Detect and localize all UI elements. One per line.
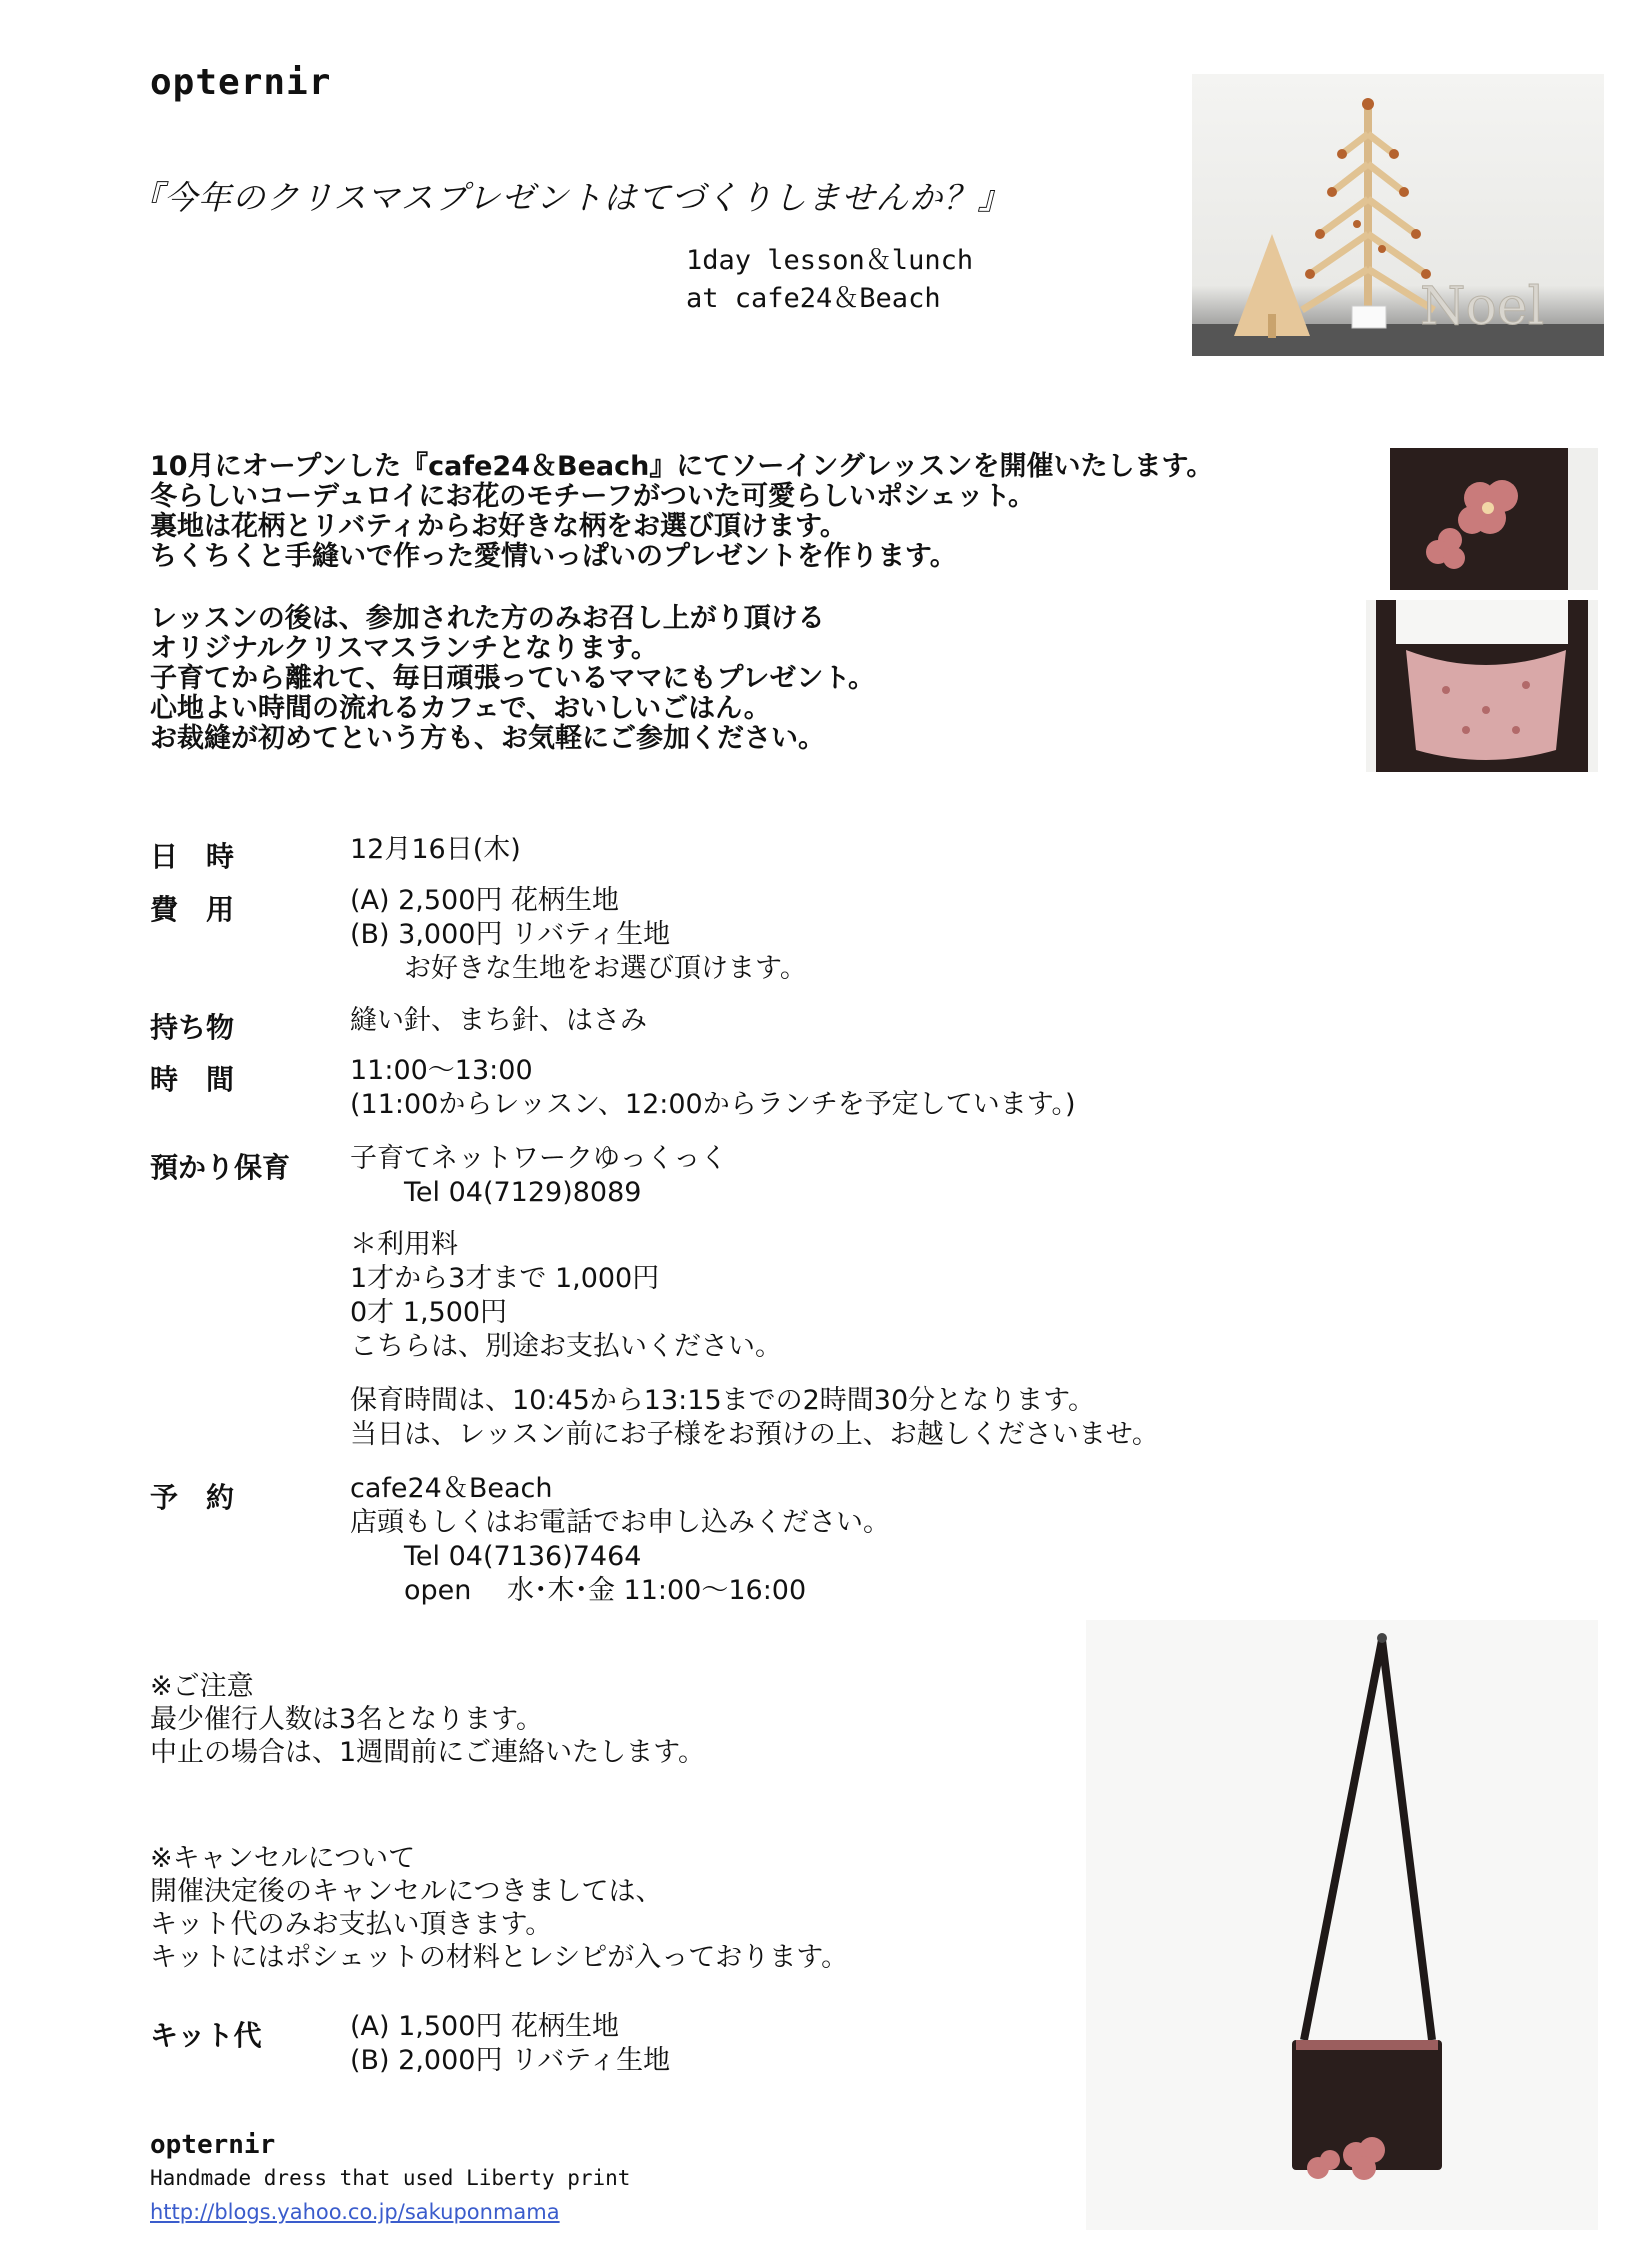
lunch-line: 心地よい時間の流れるカフェで、おいしいごはん。 <box>150 693 771 724</box>
childcare-label: 預かり保育 <box>150 1151 291 1184</box>
flower-bag-illustration <box>1390 448 1598 590</box>
childcare-fee-line: ＊利用料 <box>350 1229 458 1260</box>
blog-link[interactable]: http://blogs.yahoo.co.jp/sakuponmama <box>150 2200 560 2224</box>
caution-line: 中止の場合は、1週間前にご連絡いたします。 <box>150 1737 706 1768</box>
reserve-line: cafe24＆Beach <box>350 1473 553 1504</box>
noel-sign: Noel <box>1420 277 1545 337</box>
caution-line: 最少催行人数は3名となります。 <box>150 1704 544 1735</box>
cancel-line: 開催決定後のキャンセルにつきましては、 <box>150 1876 663 1907</box>
cancel-line: キット代のみお支払い頂きます。 <box>150 1909 553 1940</box>
pochette-illustration <box>1086 1620 1598 2230</box>
lunch-line: レッスンの後は、参加された方のみお召し上がり頂ける <box>150 603 825 634</box>
fee-line: お好きな生地をお選び頂けます。 <box>350 953 807 984</box>
cancel-line: キットにはポシェットの材料とレシピが入っております。 <box>150 1942 849 1973</box>
kit-value <box>350 2010 670 2078</box>
hanging-pochette-photo <box>1086 1620 1598 2230</box>
reserve-line: open 水･木･金 11:00〜16:00 <box>350 1575 807 1606</box>
fee-value <box>350 884 807 986</box>
lining-illustration <box>1366 600 1598 772</box>
kit-line: (A) 1,500円 花柄生地 <box>350 2011 619 2042</box>
childcare-time-line: 保育時間は、10:45から13:15までの2時間30分となります。 <box>350 1385 1095 1416</box>
kit-label: キット代 <box>150 2019 262 2052</box>
headline: 『今年のクリスマスプレゼントはてづくりしませんか？』 <box>130 178 1012 217</box>
tree-illustration <box>1192 74 1604 356</box>
lunch-paragraph <box>150 604 875 754</box>
childcare-line: Tel 04(7129)8089 <box>350 1177 642 1208</box>
fee-line: (A) 2,500円 花柄生地 <box>350 885 619 916</box>
cancel-block <box>150 1842 848 1974</box>
reserve-line: 店頭もしくはお電話でお申し込みください。 <box>350 1507 890 1538</box>
childcare-fee-line: 1才から3才まで 1,000円 <box>350 1263 660 1294</box>
caution-line: ※ご注意 <box>150 1671 254 1702</box>
childcare-line: 子育てネットワークゆっくっく <box>350 1143 728 1174</box>
lunch-line: オリジナルクリスマスランチとなります。 <box>150 633 658 664</box>
intro-line: 冬らしいコーデュロイにお花のモチーフがついた可愛らしいポシェット。 <box>150 481 1036 512</box>
footer-brand: opternir <box>150 2130 276 2160</box>
christmas-tree-photo <box>1192 74 1604 356</box>
fee-line: (B) 3,000円 リバティ生地 <box>350 919 671 950</box>
time-line: 11:00〜13:00 <box>350 1055 533 1086</box>
intro-line: ちくちくと手縫いで作った愛情いっぱいのプレゼントを作ります。 <box>150 541 957 572</box>
reserve-label: 予 約 <box>150 1481 235 1514</box>
childcare-time-line: 当日は、レッスン前にお子様をお預けの上、お越しくださいませ。 <box>350 1419 1159 1450</box>
intro-line: 裏地は花柄とリバティからお好きな柄をお選び頂けます。 <box>150 511 847 542</box>
kit-line: (B) 2,000円 リバティ生地 <box>350 2045 671 2076</box>
intro-paragraph <box>150 452 1213 572</box>
childcare-fee <box>350 1228 782 1364</box>
subtitle-line-1: 1day lesson＆lunch <box>686 245 974 276</box>
date-label: 日 時 <box>150 840 235 873</box>
brand-title: opternir <box>150 62 332 103</box>
cancel-line: ※キャンセルについて <box>150 1843 416 1874</box>
childcare-value <box>350 1142 727 1210</box>
childcare-fee-line: こちらは、別途お支払いください。 <box>350 1331 782 1362</box>
footer-tagline: Handmade dress that used Liberty print <box>150 2166 631 2190</box>
subtitle <box>686 242 973 318</box>
reserve-line: Tel 04(7136)7464 <box>350 1541 642 1572</box>
fee-label: 費 用 <box>150 893 235 926</box>
intro-line: 10月にオープンした『cafe24＆Beach』にてソーイングレッスンを開催いたします。 <box>150 451 1214 482</box>
lunch-line: 子育てから離れて、毎日頑張っているママにもプレゼント。 <box>150 663 875 694</box>
items-label: 持ち物 <box>150 1011 235 1044</box>
reserve-value <box>350 1472 890 1608</box>
time-label: 時 間 <box>150 1063 235 1096</box>
time-line: (11:00からレッスン、12:00からランチを予定しています。) <box>350 1089 1076 1120</box>
pochette-lining-photo <box>1366 600 1598 772</box>
subtitle-line-2: at cafe24＆Beach <box>686 283 941 314</box>
childcare-fee-line: 0才 1,500円 <box>350 1297 508 1328</box>
date-value: 12月16日(木) <box>350 834 521 865</box>
time-value <box>350 1054 1076 1122</box>
pochette-flower-photo <box>1390 448 1598 590</box>
childcare-time <box>350 1384 1159 1452</box>
lunch-line: お裁縫が初めてという方も、お気軽にご参加ください。 <box>150 723 825 754</box>
caution-block <box>150 1670 705 1769</box>
items-value: 縫い針、まち針、はさみ <box>350 1005 647 1036</box>
